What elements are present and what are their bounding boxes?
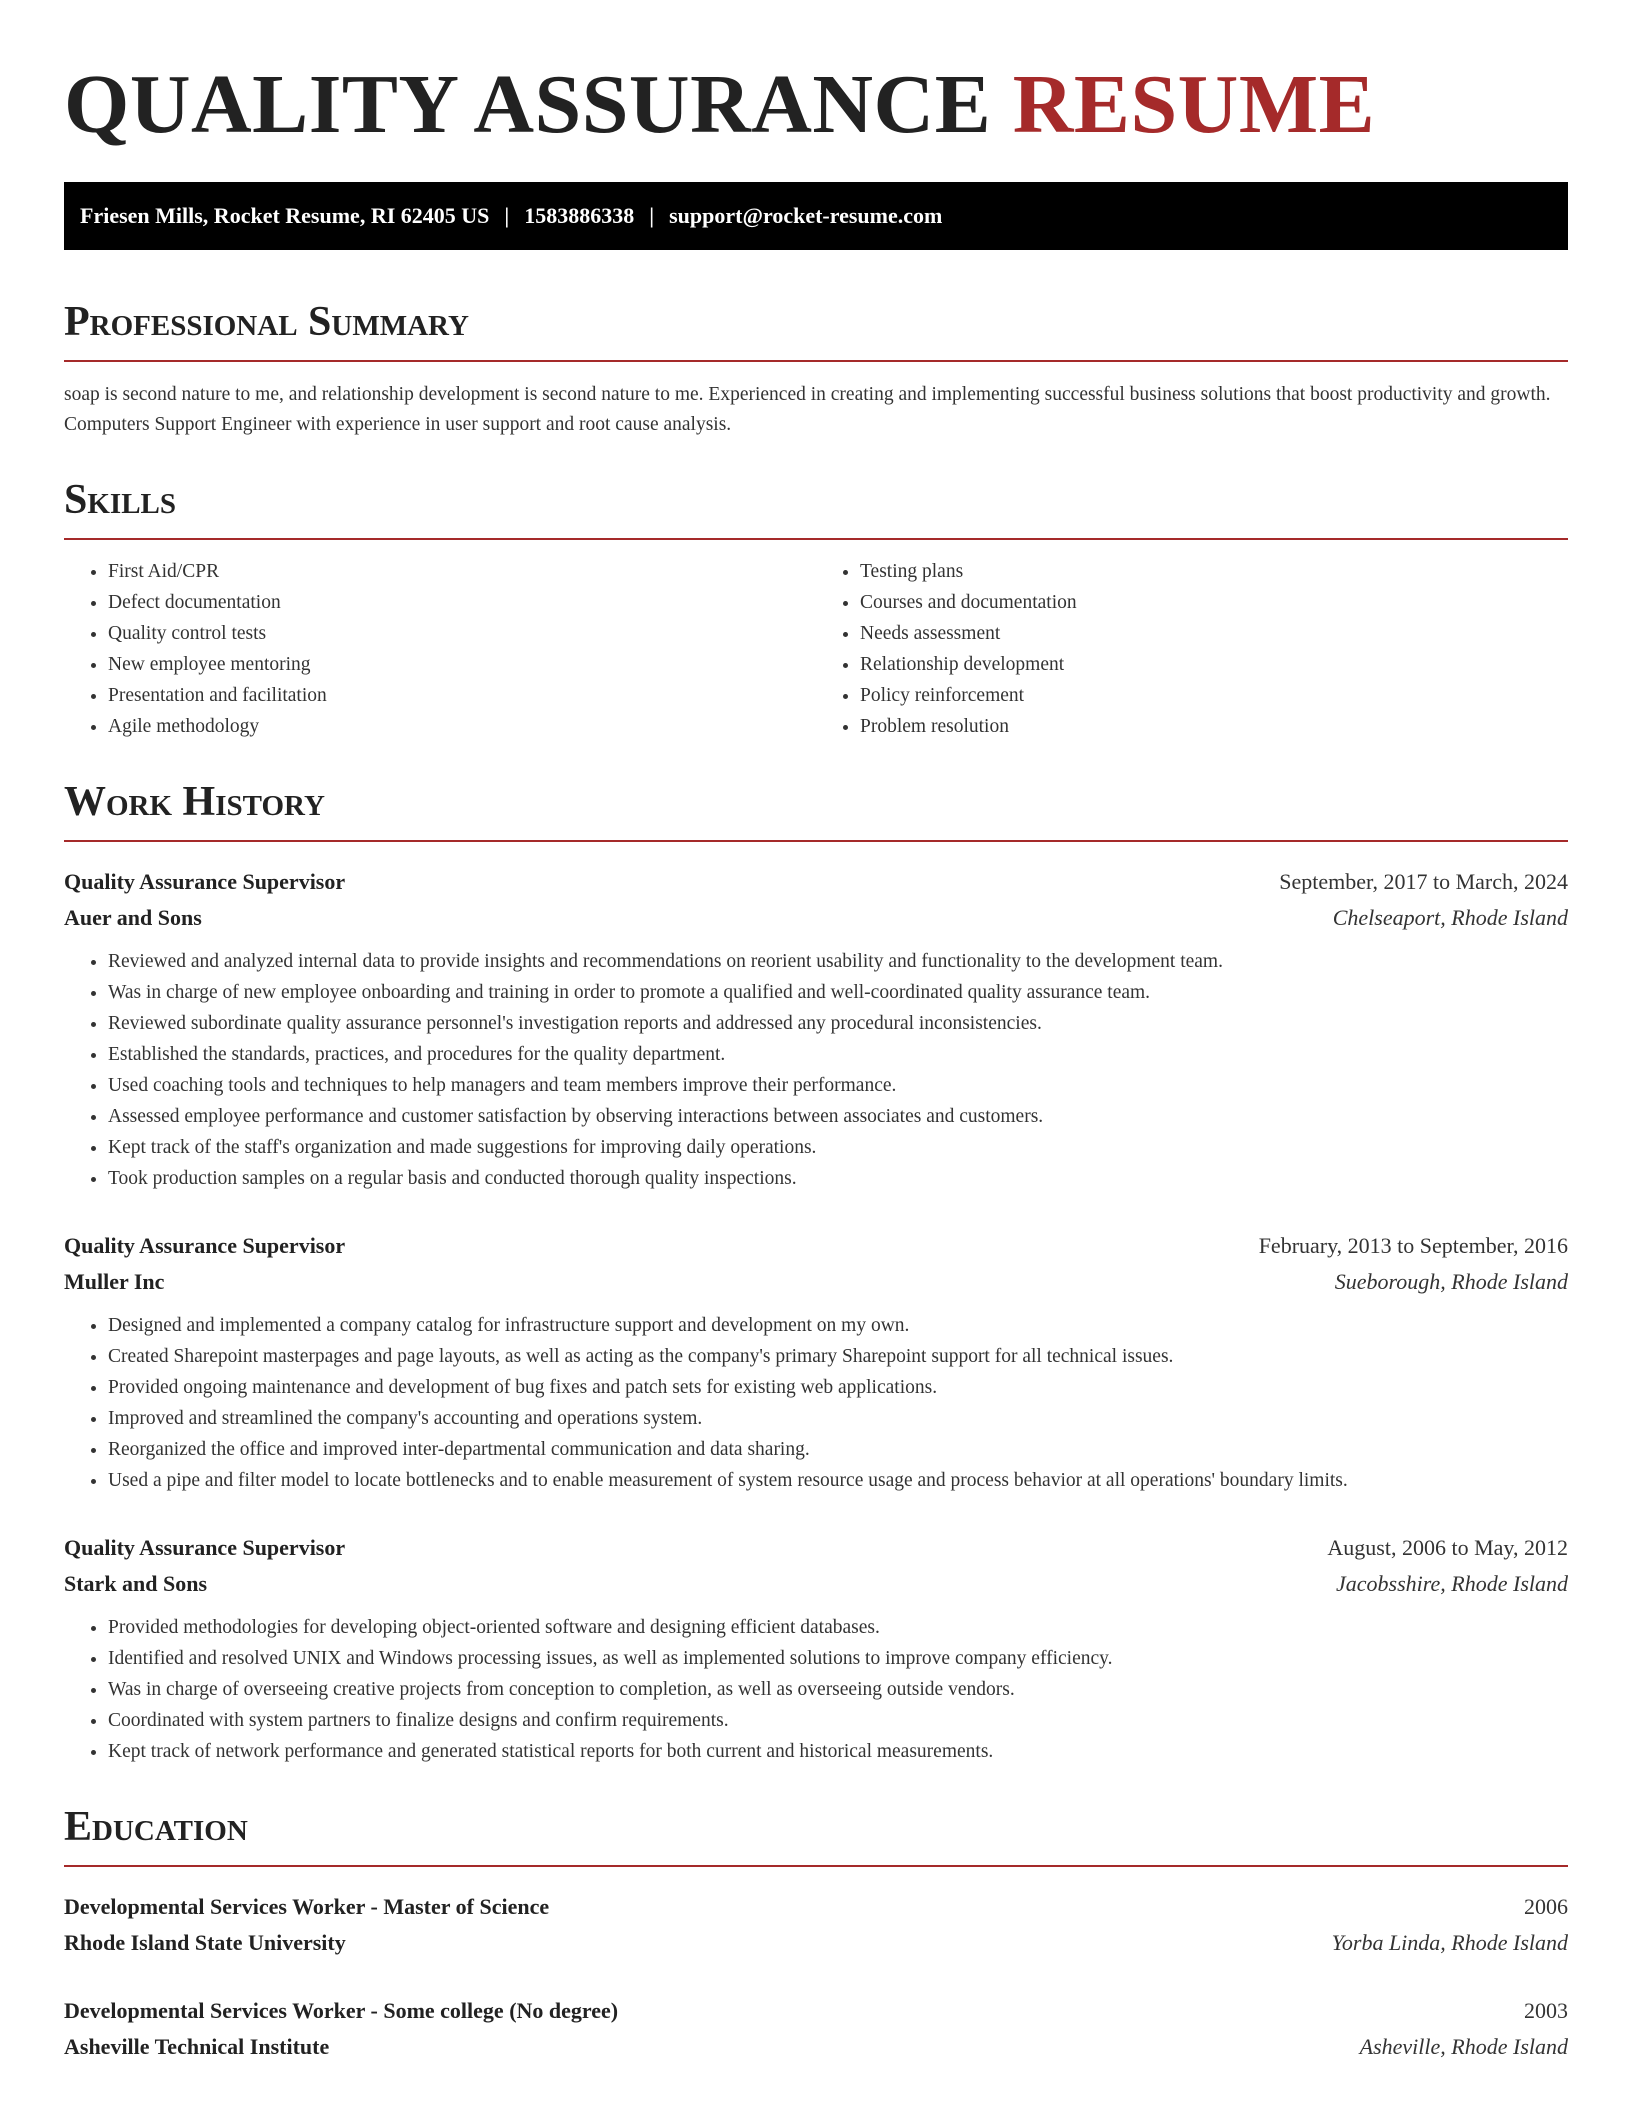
title-main: QUALITY ASSURANCE bbox=[64, 58, 992, 151]
education-entry bbox=[64, 1993, 1568, 2065]
job-title: Quality Assurance Supervisor bbox=[64, 1535, 346, 1560]
contact-bar bbox=[64, 182, 1568, 250]
skill-item: • Quality control tests bbox=[108, 618, 816, 649]
job-bullets bbox=[64, 1612, 1568, 1767]
summary-text: soap is second nature to me, and relationship development is second nature to me. Experienced in creating and implementing successful business solutions that boost productivity and growth. Computers Support Engineer with experience in user support and root cause analysis. bbox=[64, 384, 1551, 435]
job-dates: September, 2017 to March, 2024 bbox=[1279, 869, 1568, 894]
education-location: Asheville, Rhode Island bbox=[1359, 2034, 1568, 2059]
skill-item: • Policy reinforcement bbox=[860, 680, 1568, 711]
job-header-row bbox=[64, 864, 1568, 900]
contact-address: Friesen Mills, Rocket Resume, RI 62405 US bbox=[80, 203, 490, 228]
job-entry bbox=[64, 1228, 1568, 1496]
contact-phone[interactable]: 1583886338 bbox=[524, 203, 635, 228]
job-bullet: • Kept track of the staff's organization and made suggestions for improving daily operations. bbox=[108, 1132, 1568, 1163]
job-company: Auer and Sons bbox=[64, 905, 202, 930]
job-bullet: • Coordinated with system partners to finalize designs and confirm requirements. bbox=[108, 1705, 1568, 1736]
job-bullet: • Created Sharepoint masterpages and page layouts, as well as acting as the company's primary Sharepoint support for all technical issues. bbox=[108, 1341, 1568, 1372]
skills-column-left bbox=[64, 556, 816, 742]
job-bullet: • Used a pipe and filter model to locate bottlenecks and to enable measurement of system resource usage and process behavior at all operations' boundary limits. bbox=[108, 1465, 1568, 1496]
job-company: Muller Inc bbox=[64, 1269, 165, 1294]
education-school-row bbox=[64, 1925, 1568, 1961]
job-dates: August, 2006 to May, 2012 bbox=[1327, 1535, 1568, 1560]
job-bullet: • Reorganized the office and improved inter-departmental communication and data sharing. bbox=[108, 1434, 1568, 1465]
section-title-education: Education bbox=[64, 1801, 1568, 1867]
job-bullet: • Reviewed and analyzed internal data to provide insights and recommendations on reorient usability and functionality to the development team. bbox=[108, 946, 1568, 977]
job-bullet: • Reviewed subordinate quality assurance personnel's investigation reports and addressed any procedural inconsistencies. bbox=[108, 1008, 1568, 1039]
education-degree: Developmental Services Worker - Some college (No degree) bbox=[64, 1998, 619, 2023]
contact-email[interactable]: support@rocket-resume.com bbox=[669, 203, 943, 228]
job-bullets bbox=[64, 1310, 1568, 1496]
job-bullet: • Used coaching tools and techniques to help managers and team members improve their performance. bbox=[108, 1070, 1568, 1101]
job-location: Jacobsshire, Rhode Island bbox=[1336, 1571, 1568, 1596]
job-bullets bbox=[64, 946, 1568, 1194]
title-accent: RESUME bbox=[1012, 58, 1376, 151]
skill-item: • Agile methodology bbox=[108, 711, 816, 742]
skill-item: • First Aid/CPR bbox=[108, 556, 816, 587]
section-title-skills: Skills bbox=[64, 474, 1568, 540]
job-company: Stark and Sons bbox=[64, 1571, 208, 1596]
job-bullet: • Kept track of network performance and generated statistical reports for both current and historical measurements. bbox=[108, 1736, 1568, 1767]
skill-item: • Testing plans bbox=[860, 556, 1568, 587]
job-entry bbox=[64, 1530, 1568, 1767]
job-bullet: • Designed and implemented a company catalog for infrastructure support and development on my own. bbox=[108, 1310, 1568, 1341]
job-bullet: • Was in charge of overseeing creative projects from conception to completion, as well as overseeing outside vendors. bbox=[108, 1674, 1568, 1705]
education-school-row bbox=[64, 2029, 1568, 2065]
job-company-row bbox=[64, 1264, 1568, 1300]
education-location: Yorba Linda, Rhode Island bbox=[1331, 1930, 1568, 1955]
job-bullet: • Was in charge of new employee onboarding and training in order to promote a qualified and well-coordinated quality assurance team. bbox=[108, 977, 1568, 1008]
skill-item: • Relationship development bbox=[860, 649, 1568, 680]
education-school: Rhode Island State University bbox=[64, 1930, 346, 1955]
job-header-row bbox=[64, 1530, 1568, 1566]
job-location: Sueborough, Rhode Island bbox=[1334, 1269, 1568, 1294]
skill-item: • New employee mentoring bbox=[108, 649, 816, 680]
job-company-row bbox=[64, 1566, 1568, 1602]
job-company-row bbox=[64, 900, 1568, 936]
job-bullet: • Provided methodologies for developing object-oriented software and designing efficient databases. bbox=[108, 1612, 1568, 1643]
skill-item: • Courses and documentation bbox=[860, 587, 1568, 618]
skill-item: • Presentation and facilitation bbox=[108, 680, 816, 711]
skills-list bbox=[64, 556, 1568, 742]
job-header-row bbox=[64, 1228, 1568, 1264]
job-bullet: • Took production samples on a regular basis and conducted thorough quality inspections. bbox=[108, 1163, 1568, 1194]
education-header-row bbox=[64, 1993, 1568, 2029]
education-school: Asheville Technical Institute bbox=[64, 2034, 330, 2059]
education-year: 2003 bbox=[1524, 1998, 1568, 2023]
job-title: Quality Assurance Supervisor bbox=[64, 1233, 346, 1258]
skill-item: • Problem resolution bbox=[860, 711, 1568, 742]
job-entry bbox=[64, 864, 1568, 1194]
resume-title bbox=[64, 50, 1568, 160]
job-location: Chelseaport, Rhode Island bbox=[1332, 905, 1568, 930]
job-bullet: • Assessed employee performance and customer satisfaction by observing interactions between associates and customers. bbox=[108, 1101, 1568, 1132]
section-title-summary: Professional Summary bbox=[64, 296, 1568, 362]
skill-item: • Defect documentation bbox=[108, 587, 816, 618]
job-dates: February, 2013 to September, 2016 bbox=[1258, 1233, 1568, 1258]
education-year: 2006 bbox=[1524, 1894, 1568, 1919]
section-title-work-history: Work History bbox=[64, 776, 1568, 842]
education-entry bbox=[64, 1889, 1568, 1961]
skills-column-right bbox=[816, 556, 1568, 742]
job-bullet: • Improved and streamlined the company's accounting and operations system. bbox=[108, 1403, 1568, 1434]
job-bullet: • Provided ongoing maintenance and development of bug fixes and patch sets for existing web applications. bbox=[108, 1372, 1568, 1403]
education-header-row bbox=[64, 1889, 1568, 1925]
skill-item: • Needs assessment bbox=[860, 618, 1568, 649]
job-title: Quality Assurance Supervisor bbox=[64, 869, 346, 894]
contact-separator: | bbox=[649, 203, 655, 228]
education-degree: Developmental Services Worker - Master of Science bbox=[64, 1894, 550, 1919]
contact-separator: | bbox=[504, 203, 510, 228]
job-bullet: • Identified and resolved UNIX and Windows processing issues, as well as implemented solutions to improve company efficiency. bbox=[108, 1643, 1568, 1674]
job-bullet: • Established the standards, practices, and procedures for the quality department. bbox=[108, 1039, 1568, 1070]
